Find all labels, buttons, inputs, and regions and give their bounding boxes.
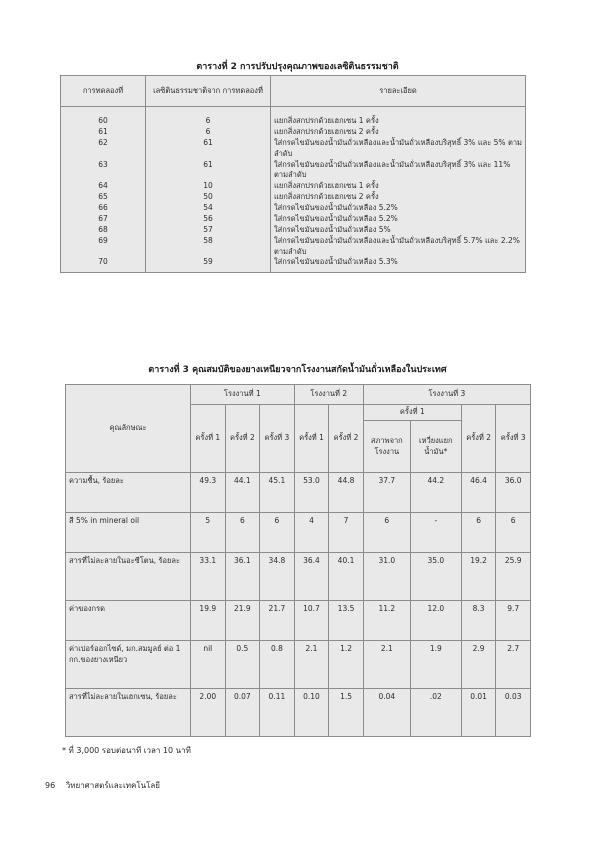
t2-header-experiment: การทดลองที่ xyxy=(61,76,146,107)
t2-cell-source: 61 xyxy=(146,160,271,182)
t3-cell-value: 21.7 xyxy=(260,601,295,641)
t3-cell-value: 45.1 xyxy=(260,473,295,513)
t3-cell-value: 6 xyxy=(363,513,410,553)
t3-body xyxy=(66,473,531,737)
t3-cell-value: 9.7 xyxy=(496,601,531,641)
t2-cell-detail: แยกสิ่งสกปรกด้วยเฮกเซน 2 ครั้ง xyxy=(271,192,526,203)
t3-cell-value: 33.1 xyxy=(191,553,226,601)
t2-cell-experiment: 63 xyxy=(61,160,146,182)
t3-cell-value: 0.5 xyxy=(225,641,260,689)
t3-cell-value: 1.2 xyxy=(329,641,364,689)
table-row xyxy=(61,160,526,182)
t3-cell-value: 13.5 xyxy=(329,601,364,641)
t2-cell-source: 56 xyxy=(146,214,271,225)
t3-f3-time2: ครั้งที่ 2 xyxy=(461,405,496,473)
table3 xyxy=(65,384,531,737)
t3-cell-property: ค่าเปอร์ออกไซด์, มก.สมมูลย์ ต่อ 1 กก.ของยางเหนียว xyxy=(66,641,191,689)
t2-body xyxy=(61,107,526,273)
t3-f1-time3: ครั้งที่ 3 xyxy=(260,405,295,473)
t2-cell-source: 57 xyxy=(146,225,271,236)
table-row xyxy=(66,601,531,641)
t2-cell-detail: ใส่กรดไขมันของน้ำมันถั่วเหลือง 5.3% xyxy=(271,257,526,272)
t3-f2-time1: ครั้งที่ 1 xyxy=(294,405,329,473)
table-row xyxy=(66,641,531,689)
t3-cell-value: 44.8 xyxy=(329,473,364,513)
t2-header-source: เลซิตินธรรมชาติจาก การทดลองที่ xyxy=(146,76,271,107)
t3-cell-value: 11.2 xyxy=(363,601,410,641)
t2-cell-source: 6 xyxy=(146,107,271,127)
t3-cell-value: 19.9 xyxy=(191,601,226,641)
t3-cell-value: 0.04 xyxy=(363,689,410,737)
t2-cell-detail: ใส่กรดไขมันของน้ำมันถั่วเหลือง 5% xyxy=(271,225,526,236)
t3-cell-value: 21.9 xyxy=(225,601,260,641)
t3-cell-value: 46.4 xyxy=(461,473,496,513)
t3-cell-value: 2.00 xyxy=(191,689,226,737)
t3-cell-value: 36.1 xyxy=(225,553,260,601)
table3-footnote: * ที่ 3,000 รอบต่อนาที เวลา 10 นาที xyxy=(62,746,191,755)
t2-cell-source: 50 xyxy=(146,192,271,203)
t2-cell-experiment: 65 xyxy=(61,192,146,203)
t2-cell-detail: ใส่กรดไขมันของน้ำมันถั่วเหลือง 5.2% xyxy=(271,203,526,214)
table-row xyxy=(61,127,526,138)
t3-cell-value: 1.5 xyxy=(329,689,364,737)
table2 xyxy=(60,75,526,273)
t2-cell-experiment: 66 xyxy=(61,203,146,214)
t3-cell-value: .02 xyxy=(410,689,461,737)
t3-f3-time3: ครั้งที่ 3 xyxy=(496,405,531,473)
t3-cell-value: 5 xyxy=(191,513,226,553)
t3-cell-value: 44.1 xyxy=(225,473,260,513)
t3-cell-value: 2.7 xyxy=(496,641,531,689)
table-row xyxy=(61,107,526,127)
t3-cell-value: 0.10 xyxy=(294,689,329,737)
t3-cell-value: 31.0 xyxy=(363,553,410,601)
t2-cell-experiment: 67 xyxy=(61,214,146,225)
t2-cell-detail: แยกสิ่งสกปรกด้วยเฮกเซน 1 ครั้ง xyxy=(271,107,526,127)
t2-cell-experiment: 62 xyxy=(61,138,146,160)
t2-cell-source: 59 xyxy=(146,257,271,272)
t2-cell-source: 10 xyxy=(146,181,271,192)
t3-cell-property: ค่าของกรด xyxy=(66,601,191,641)
t3-header-property: คุณลักษณะ xyxy=(66,385,191,473)
t2-cell-source: 6 xyxy=(146,127,271,138)
page-number: 96 xyxy=(45,781,56,790)
t2-cell-experiment: 60 xyxy=(61,107,146,127)
table-row xyxy=(61,138,526,160)
t3-cell-property: สารที่ไม่ละลายในอะซีโตน, ร้อยละ xyxy=(66,553,191,601)
t3-cell-value: 1.9 xyxy=(410,641,461,689)
t2-cell-detail: ใส่กรดไขมันของน้ำมันถั่วเหลืองและน้ำมันถั่วเหลืองบริสุทธิ์ 3% และ 11% ตามลำดับ xyxy=(271,160,526,182)
t2-cell-experiment: 68 xyxy=(61,225,146,236)
table2-caption: ตารางที่ 2 การปรับปรุงคุณภาพของเลซิตินธรรมชาติ xyxy=(196,62,399,72)
t3-cell-value: 6 xyxy=(260,513,295,553)
t3-cell-value: 53.0 xyxy=(294,473,329,513)
t3-f1-time2: ครั้งที่ 2 xyxy=(225,405,260,473)
t3-cell-value: 2.1 xyxy=(363,641,410,689)
t3-cell-value: 6 xyxy=(461,513,496,553)
table-row xyxy=(66,513,531,553)
table-row xyxy=(61,236,526,258)
t3-cell-value: 35.0 xyxy=(410,553,461,601)
t2-cell-source: 61 xyxy=(146,138,271,160)
t3-cell-value: 0.8 xyxy=(260,641,295,689)
t3-cell-value: 36.4 xyxy=(294,553,329,601)
t3-cell-value: 6 xyxy=(496,513,531,553)
table-row xyxy=(61,257,526,272)
t3-cell-value: 0.03 xyxy=(496,689,531,737)
t3-cell-value: - xyxy=(410,513,461,553)
table-row xyxy=(61,192,526,203)
page-footer xyxy=(45,779,160,792)
t3-cell-property: ความชื้น, ร้อยละ xyxy=(66,473,191,513)
t3-f3-sub-raw: สภาพจากโรงงาน xyxy=(363,421,410,473)
t3-cell-property: สารที่ไม่ละลายในเฮกเซน, ร้อยละ xyxy=(66,689,191,737)
t3-cell-value: 6 xyxy=(225,513,260,553)
t3-cell-value: 8.3 xyxy=(461,601,496,641)
t3-cell-value: 2.1 xyxy=(294,641,329,689)
table-row xyxy=(61,181,526,192)
t3-cell-value: 34.8 xyxy=(260,553,295,601)
t2-cell-experiment: 61 xyxy=(61,127,146,138)
t3-cell-value: 4 xyxy=(294,513,329,553)
t2-cell-detail: แยกสิ่งสกปรกด้วยเฮกเซน 2 ครั้ง xyxy=(271,127,526,138)
t3-cell-value: 44.2 xyxy=(410,473,461,513)
table-row xyxy=(66,689,531,737)
t2-cell-detail: ใส่กรดไขมันของน้ำมันถั่วเหลืองและน้ำมันถั่วเหลืองบริสุทธิ์ 5.7% และ 2.2% ตามลำดับ xyxy=(271,236,526,258)
table-row xyxy=(66,553,531,601)
t3-header-factory3: โรงงานที่ 3 xyxy=(363,385,530,405)
t3-f2-time2: ครั้งที่ 2 xyxy=(329,405,364,473)
t3-cell-property: สี 5% in mineral oil xyxy=(66,513,191,553)
table-row xyxy=(61,225,526,236)
t2-cell-source: 58 xyxy=(146,236,271,258)
t2-cell-detail: แยกสิ่งสกปรกด้วยเฮกเซน 1 ครั้ง xyxy=(271,181,526,192)
t3-header-factory2: โรงงานที่ 2 xyxy=(294,385,363,405)
t3-cell-value: 40.1 xyxy=(329,553,364,601)
t3-header-factory1: โรงงานที่ 1 xyxy=(191,385,295,405)
t3-cell-value: 0.11 xyxy=(260,689,295,737)
t2-cell-experiment: 69 xyxy=(61,236,146,258)
t3-cell-value: 12.0 xyxy=(410,601,461,641)
table-row xyxy=(66,473,531,513)
t2-cell-experiment: 64 xyxy=(61,181,146,192)
t3-f3-time1: ครั้งที่ 1 xyxy=(363,405,461,421)
t3-cell-value: 0.01 xyxy=(461,689,496,737)
journal-name: วิทยาศาสตร์และเทคโนโลยี xyxy=(65,781,160,790)
t3-cell-value: 36.0 xyxy=(496,473,531,513)
t2-cell-experiment: 70 xyxy=(61,257,146,272)
t3-cell-value: 49.3 xyxy=(191,473,226,513)
t3-cell-value: nil xyxy=(191,641,226,689)
table-row xyxy=(61,203,526,214)
t2-cell-source: 54 xyxy=(146,203,271,214)
table-row xyxy=(61,214,526,225)
t2-cell-detail: ใส่กรดไขมันของน้ำมันถั่วเหลือง 5.2% xyxy=(271,214,526,225)
t3-cell-value: 2.9 xyxy=(461,641,496,689)
t3-cell-value: 7 xyxy=(329,513,364,553)
t2-header-detail: รายละเอียด xyxy=(271,76,526,107)
t3-cell-value: 10.7 xyxy=(294,601,329,641)
t3-f3-sub-centrifuged: เหวี่ยงแยกน้ำมัน* xyxy=(410,421,461,473)
t3-cell-value: 0.07 xyxy=(225,689,260,737)
t2-cell-detail: ใส่กรดไขมันของน้ำมันถั่วเหลืองและน้ำมันถั่วเหลืองบริสุทธิ์ 3% และ 5% ตามลำดับ xyxy=(271,138,526,160)
t3-cell-value: 37.7 xyxy=(363,473,410,513)
table3-caption: ตารางที่ 3 คุณสมบัติของยางเหนียวจากโรงงานสกัดน้ำมันถั่วเหลืองในประเทศ xyxy=(148,365,447,375)
t3-f1-time1: ครั้งที่ 1 xyxy=(191,405,226,473)
t3-cell-value: 25.9 xyxy=(496,553,531,601)
t3-cell-value: 19.2 xyxy=(461,553,496,601)
